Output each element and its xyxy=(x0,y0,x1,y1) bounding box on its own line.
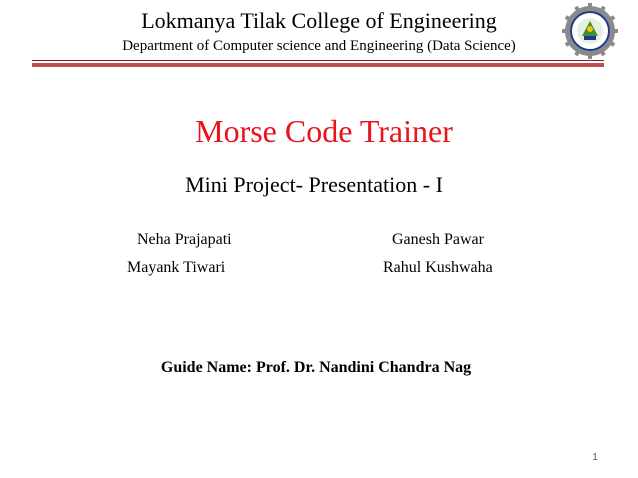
project-title: Morse Code Trainer xyxy=(195,113,453,149)
team-member: Neha Prajapati xyxy=(137,231,232,248)
team-member: Rahul Kushwaha xyxy=(383,259,493,276)
guide-name: Guide Name: Prof. Dr. Nandini Chandra Nag xyxy=(160,359,472,376)
department-name: Department of Computer science and Engineering (Data Science) xyxy=(122,38,516,54)
presentation-subtitle: Mini Project- Presentation - I xyxy=(185,172,443,197)
team-member: Mayank Tiwari xyxy=(127,259,226,276)
college-name: Lokmanya Tilak College of Engineering xyxy=(141,8,497,33)
header-rule-thin xyxy=(32,60,604,61)
emblem-center xyxy=(577,18,603,44)
team-member: Ganesh Pawar xyxy=(392,231,484,248)
college-emblem-icon xyxy=(562,3,618,59)
header-rule-thick xyxy=(32,63,604,67)
page-number: 1 xyxy=(592,452,598,463)
